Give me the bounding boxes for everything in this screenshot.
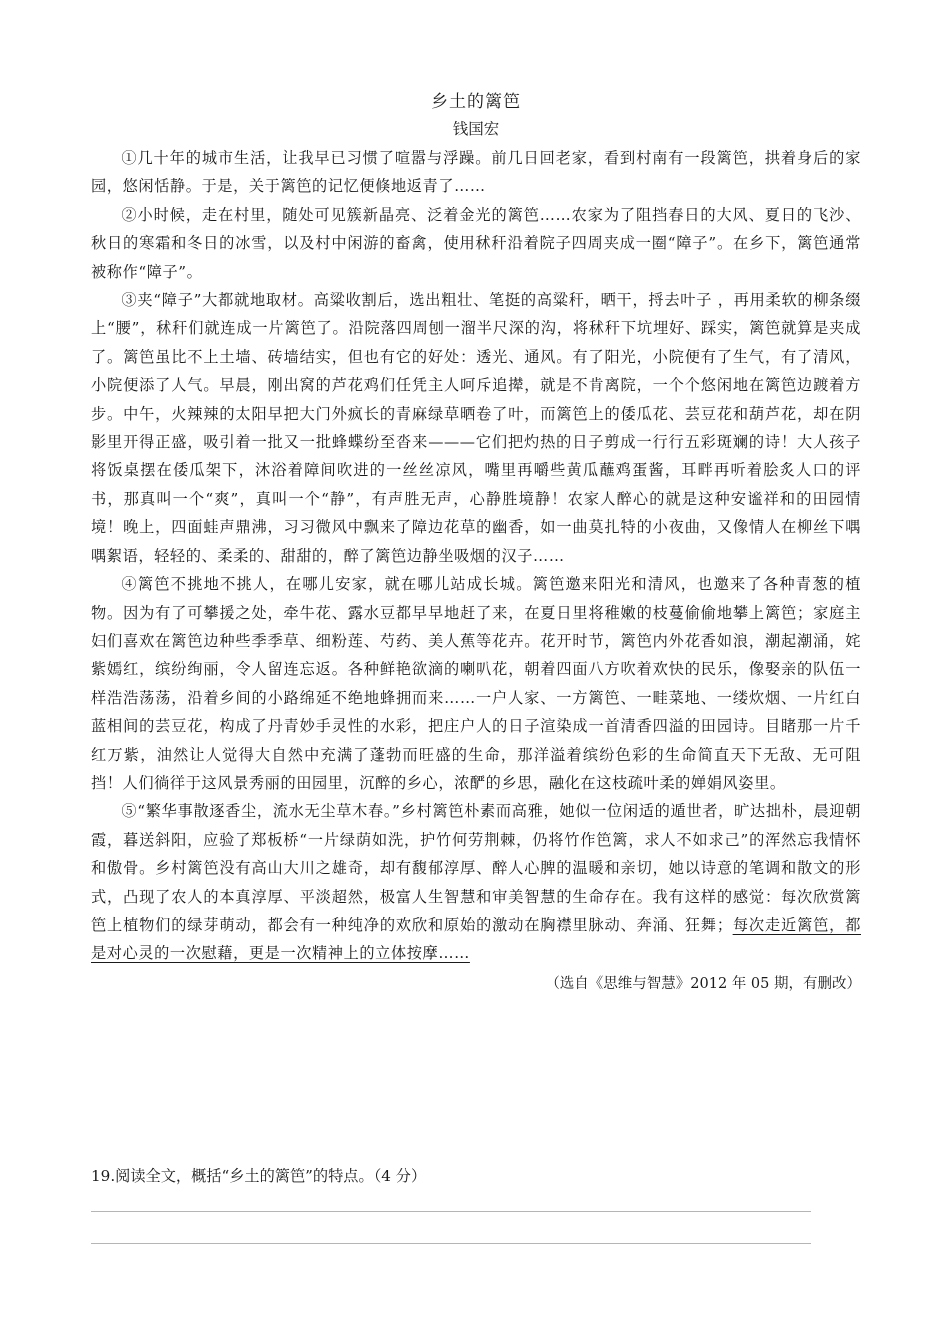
- paragraph-4: ④篱笆不挑地不挑人，在哪儿安家，就在哪儿站成长城。篱笆邀来阳光和清风，也邀来了各种青葱的植物。因为有了可攀援之处，牵牛花、露水豆都早早地赶了来，在夏日里将稚嫩的枝蔓偷偷地攀上篱笆；家庭主 妇们喜欢在篱笆边种些季季草、细粉莲、芍药、美人蕉等花卉。花开时节，篱笆内外花香如浪，潮起潮涌，姹紫嫣红，缤纷绚丽，令人留连忘返。各种鲜艳欲滴的喇叭花，朝着四面八方吹着欢快的民乐，像娶亲的队伍一样浩浩荡荡，沿着乡间的小路绵延不绝地蜂拥而来……一户人家、一方篱笆、一畦菜地、一缕炊烟、一片红白蓝相间的芸豆花，构成了丹青妙手灵性的水彩，把庄户人的日子渲染成一首清香四溢的田园诗。目睹那一片千红万紫，油然让人觉得大自然中充满了蓬勃而旺盛的生命，那洋溢着缤纷色彩的生命简直天下无敌、无可阻挡！人们徜徉于这风景秀丽的田园里，沉醉的乡心，浓酽的乡思，融化在这枝疏叶柔的婵娟风姿里。: [91, 575, 861, 792]
- article-author: 钱国宏: [452, 120, 500, 138]
- source-citation: （选自《思维与智慧》2012 年 05 期，有删改）: [545, 975, 861, 992]
- question-19: 19.阅读全文，概括“乡土的篱笆”的特点。（4 分）: [91, 1167, 427, 1185]
- paragraph-2: ②小时候，走在村里，随处可见簇新晶亮、泛着金光的篱笆……农家为了阻挡春日的大风、夏日的飞沙、秋日的寒霜和冬日的冰雪，以及村中闲游的畜禽，使用秫秆沿着院子四周夹成一圈“障子”。在乡下，篱笆通常被称作“障子”。: [91, 205, 861, 281]
- answer-line-2[interactable]: [91, 1243, 811, 1244]
- paragraph-5-text: ⑤“繁华事散逐香尘，流水无尘草木春。”乡村篱笆朴素而高雅，她似一位闲适的遁世者，旷达拙朴，晨迎朝霞，暮送斜阳，应验了郑板桥“一片绿荫如洗，护竹何劳荆棘，仍将竹作笆篱，求人不如求己”的浑然忘我情怀和傲骨。乡村篱笆没有高山大川之雄奇，却有馥郁淳厚、醉人心脾的温暖和亲切，她以诗意的笔调和散文的形式，凸现了农人的本真淳厚、平淡超然，极富人生智慧和审美智慧的生命存在。我有这样的感觉：每次欣赏篱笆上植物们的绿芽萌动，都会有一种纯净的欢欣和原始的激动在胸襟里脉动、奔涌、狂舞；: [91, 802, 861, 934]
- paragraph-5: [91, 797, 861, 967]
- paragraph-1: ①几十年的城市生活，让我早已习惯了喧嚣与浮躁。前几日回老家，看到村南有一段篱笆，拱着身后的家园，悠闲恬静。于是，关于篱笆的记忆便倏地返青了……: [91, 149, 861, 196]
- paragraph-3: ③夹“障子”大都就地取材。高粱收割后，选出粗壮、笔挺的高粱秆，晒干，捋去叶子 ，再用柔软的柳条缀上“腰”，秫秆们就连成一片篱笆了。沿院落四周刨一溜半尺深的沟，将秫秆下坑埋好、踩实，篱笆就算是夹成了。篱笆虽比不上土墙、砖墙结实，但也有它的好处：透光、通风。有了阳光，小院便有了生气，有了清风，小院便添了人气。早晨，刚出窝的芦花鸡们任凭主人呵斥追撵，就是不肯离院，一个个悠闲地在篱笆边踱着方步。中午，火辣辣的太阳早把大门外疯长的青麻绿草晒卷了叶，而篱笆上的倭瓜花、芸豆花和葫芦花，却在阴影里开得正盛，吸引着一批又一批蜂蝶纷至沓来———它们把灼热的日子剪成一行行五彩斑斓的诗！大人孩子将饭桌摆在倭瓜架下，沐浴着障间吹进的一丝丝凉风，嘴里再嚼些黄瓜蘸鸡蛋酱，耳畔再听着脍炙人口的评书，那真叫一个“爽”，真叫一个“静”，有声胜无声，心静胜境静！农家人醉心的就是这种安谧祥和的田园情境！晚上，四面蛙声鼎沸，习习微风中飘来了障边花草的幽香，如一曲莫扎特的小夜曲，又像情人在柳丝下喁喁絮语，轻轻的、柔柔的、甜甜的，醉了篱笆边静坐吸烟的汉子……: [91, 291, 861, 565]
- underlined-sentence: 每次走近篱笆，都是对心灵的一次慰藉，更是一次精神上的立体按摩……: [91, 915, 861, 963]
- article-title: 乡土的篱笆: [431, 92, 521, 112]
- answer-line-1[interactable]: [91, 1211, 811, 1212]
- article: [91, 88, 861, 998]
